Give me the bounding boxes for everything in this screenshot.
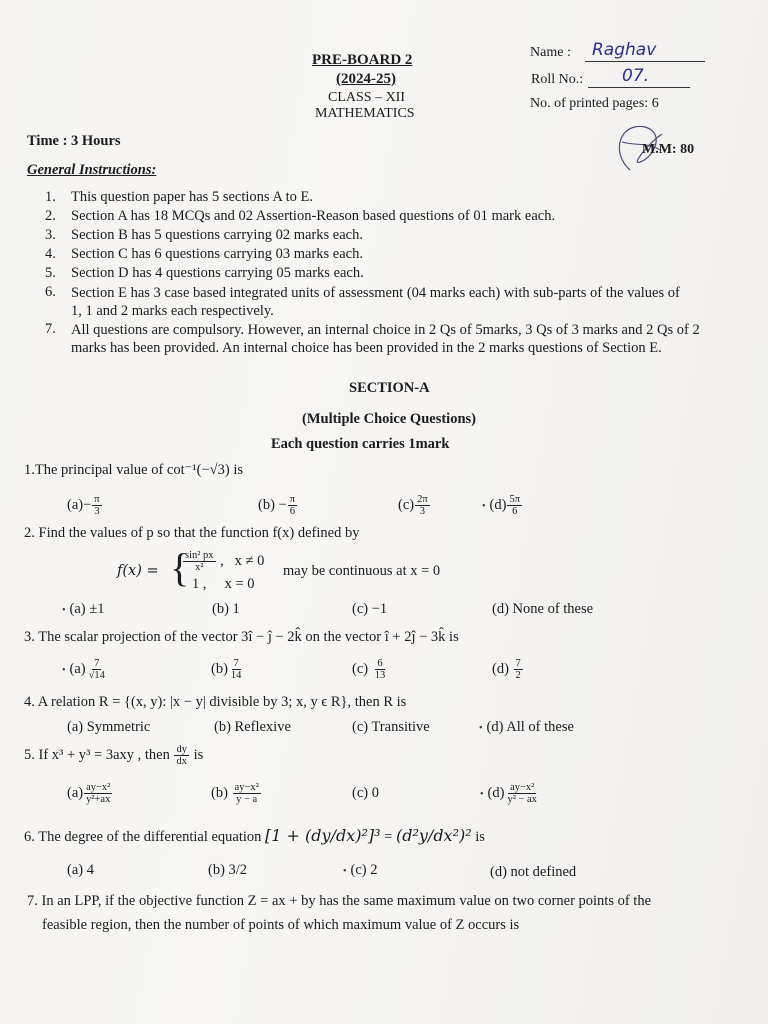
q6-option-a: (a) 4: [67, 862, 94, 878]
q2-case-2: 1 , x = 0: [192, 576, 255, 592]
instruction-text: Section C has 6 questions carrying 03 marks each.: [71, 246, 363, 262]
q3-option-b: (b) $\frac{7}{14}$: [211, 658, 242, 682]
q1-option-d: • (d) $\frac{5\pi}{6}$: [482, 494, 520, 518]
exam-title: PRE-BOARD 2: [312, 52, 413, 68]
q2-condition-text: may be continuous at x = 0: [283, 563, 441, 579]
q5-option-d: • (d) $\frac{\text{ay−x²}}{\text{y² − ax}}$: [480, 782, 537, 806]
instruction-text: Section B has 5 questions carrying 02 marks each.: [71, 227, 363, 243]
question-7-line-2: feasible region, then the number of points of which maximum value of Z occurs is: [42, 917, 520, 933]
section-marks-note: Each question carries 1mark: [271, 436, 450, 452]
question-3-stem: 3. The scalar projection of the vector 3î − ĵ − 2k̂ on the vector î + 2ĵ − 3k̂ is: [24, 629, 459, 645]
instruction-number: 5.: [45, 265, 56, 281]
instruction-text: Section D has 4 questions carrying 05 marks each.: [71, 265, 364, 281]
name-label: Name :: [530, 45, 571, 60]
q4-option-b: (b) Reflexive: [214, 719, 291, 735]
instruction-number: 6.: [45, 284, 56, 300]
pages-label: No. of printed pages: 6: [530, 96, 659, 111]
q4-option-c: (c) Transitive: [352, 719, 430, 735]
q2-option-c: (c) −1: [352, 601, 388, 617]
q2-case-1: $\frac{\text{sin² px}}{\text{x²}}$ , x ≠ 0: [185, 550, 265, 574]
instruction-number: 2.: [45, 208, 56, 224]
q3-option-a: • (a) $\frac{7}{√14}$: [62, 658, 105, 682]
q3-option-d: (d) $\frac{7}{2}$: [492, 658, 521, 682]
q1-option-c: (c) $\frac{2\pi}{3}$: [398, 494, 428, 518]
q6-option-c: • (c) 2: [343, 862, 378, 878]
question-4-stem: 4. A relation R = {(x, y): |x − y| divisible by 3; x, y ϵ R}, then R is: [24, 694, 407, 710]
exam-class: CLASS – XII: [328, 90, 406, 105]
q5-option-b: (b) $\frac{\text{ay−x²}}{y - a}$: [211, 782, 259, 806]
instruction-text: Section E has 3 case based integrated units of assessment (04 marks each) with sub-parts of the values of 1, 1 and 2 marks each respectively.: [71, 285, 680, 319]
q5-option-c: (c) 0: [352, 785, 379, 801]
instruction-number: 4.: [45, 246, 56, 262]
q6-option-d: (d) not defined: [490, 864, 577, 880]
q2-option-d: (d) None of these: [492, 601, 594, 617]
q2-option-b: (b) 1: [212, 601, 240, 617]
instruction-number: 1.: [45, 189, 56, 205]
roll-label: Roll No.:: [531, 72, 584, 87]
q3-option-c: (c) $\frac{6}{13}$: [352, 658, 386, 682]
question-6-stem: 6. The degree of the differential equation [1 + (dy/dx)²]³ = (d²y/dx²)² is: [24, 826, 485, 845]
name-handwritten: Raghav: [592, 40, 657, 60]
exam-subject: MATHEMATICS: [315, 106, 415, 121]
q6-option-b: (b) 3/2: [208, 862, 248, 878]
q5-option-a: (a) $\frac{\text{ay−x²}}{\text{y²+ax}}$: [67, 782, 111, 806]
instruction-text: All questions are compulsory. However, an internal choice in 2 Qs of 5marks, 3 Qs of 3 marks and 2 Qs of 2 marks has been provided. An internal choice has been provided in the 2 marks questions of Section E.: [71, 322, 700, 356]
q4-option-d: • (d) All of these: [479, 719, 574, 735]
question-5-stem: 5. If x³ + y³ = 3axy , then $\frac{dy}{dx}$ is: [24, 744, 204, 768]
instruction-text: This question paper has 5 sections A to E.: [71, 189, 314, 205]
instruction-text: Section A has 18 MCQs and 02 Assertion-Reason based questions of 01 mark each.: [71, 208, 556, 224]
q2-function-name: f(x) =: [117, 563, 159, 579]
section-subtitle: (Multiple Choice Questions): [302, 411, 476, 427]
q1-option-a: (a)− $\frac{\pi}{3}$: [67, 494, 100, 518]
q1-option-b: (b) − $\frac{\pi}{6}$: [258, 494, 296, 518]
exam-year: (2024-25): [336, 71, 396, 87]
q4-option-a: (a) Symmetric: [67, 719, 151, 735]
instructions-heading: General Instructions:: [27, 162, 157, 178]
roll-underline: [588, 87, 690, 88]
instruction-number: 3.: [45, 227, 56, 243]
question-1-stem: 1.The principal value of cot⁻¹(−√3) is: [24, 462, 243, 478]
section-title: SECTION-A: [349, 380, 430, 396]
instruction-number: 7.: [45, 321, 56, 337]
time-label: Time : 3 Hours: [27, 133, 121, 149]
name-underline: [585, 61, 705, 62]
q2-option-a: • (a) ±1: [62, 601, 105, 617]
question-7-line-1: 7. In an LPP, if the objective function Z = ax + by has the same maximum value on two corner points of the: [27, 893, 652, 909]
question-2-stem: 2. Find the values of p so that the function f(x) defined by: [24, 525, 360, 541]
max-marks: M.M: 80: [642, 142, 695, 157]
roll-handwritten: 07.: [622, 66, 650, 86]
q2-brace: {: [170, 545, 190, 590]
